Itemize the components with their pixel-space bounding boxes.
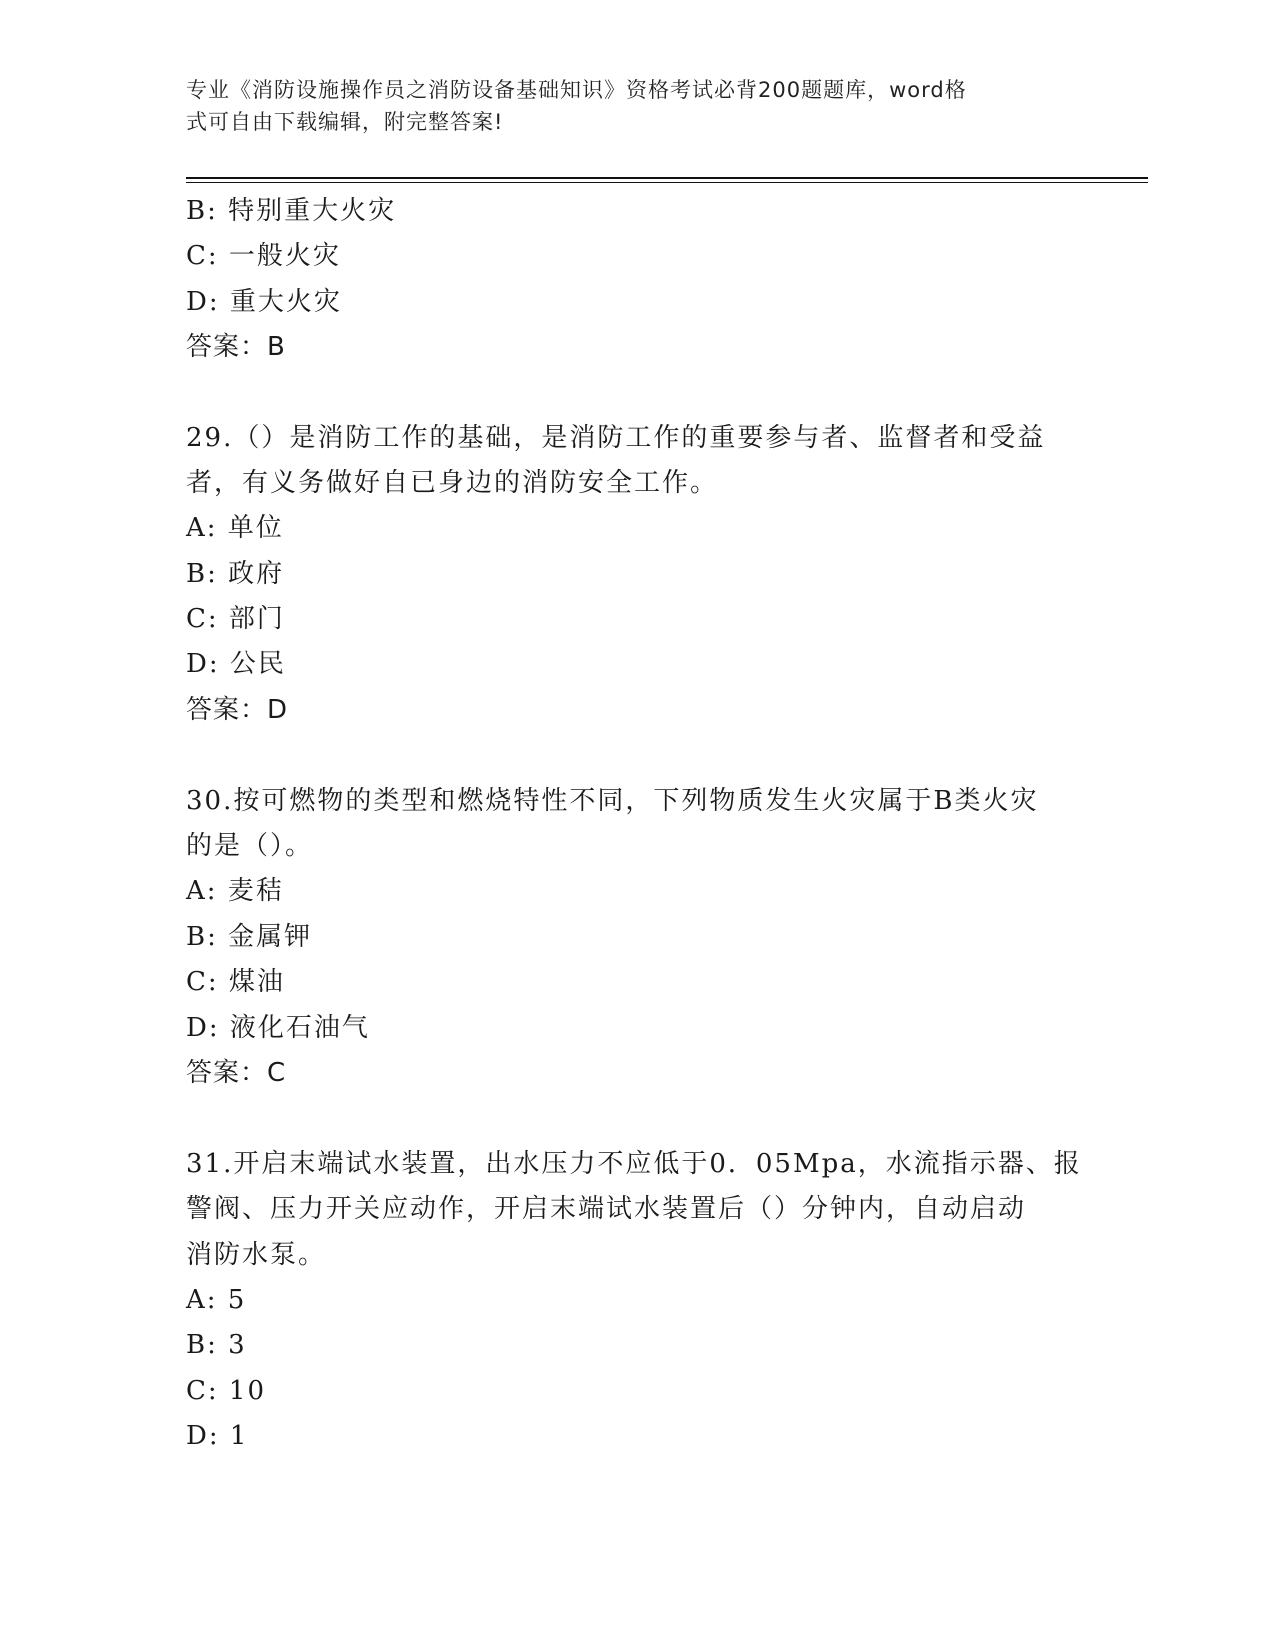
q29-option-d: D: 公民 <box>186 649 286 679</box>
q30-option-b: B: 金属钾 <box>186 922 313 952</box>
q31-stem-line-1: 31.开启末端试水装置，出水压力不应低于0．05Mpa，水流指示器、报 <box>186 1149 1082 1179</box>
q31-option-b: B: 3 <box>186 1330 247 1360</box>
q28-option-d: D: 重大火灾 <box>186 287 342 317</box>
header-line-1: 专业《消防设施操作员之消防设备基础知识》资格考试必背200题题库，word格 <box>186 78 967 102</box>
q28-answer: 答案：B <box>186 332 286 362</box>
q28-option-b: B: 特别重大火灾 <box>186 196 397 226</box>
q31-option-c: C: 10 <box>186 1376 267 1406</box>
header-divider-thin <box>186 182 1148 183</box>
header-divider-thick <box>186 177 1148 179</box>
q30-option-d: D: 液化石油气 <box>186 1013 370 1043</box>
q31-stem-line-3: 消防水泵。 <box>186 1240 327 1270</box>
q31-stem-line-2: 警阀、压力开关应动作，开启末端试水装置后（）分钟内，自动启动 <box>186 1194 1027 1224</box>
q31-option-d: D: 1 <box>186 1421 249 1451</box>
q30-stem-line-1: 30.按可燃物的类型和燃烧特性不同，下列物质发生火灾属于B类火灾 <box>186 786 1039 816</box>
q29-option-c: C: 部门 <box>186 604 285 634</box>
q31-option-a: A: 5 <box>186 1285 247 1315</box>
header-line-2: 式可自由下载编辑，附完整答案! <box>186 110 504 134</box>
q29-option-b: B: 政府 <box>186 559 285 589</box>
q30-option-c: C: 煤油 <box>186 967 285 997</box>
q30-stem-line-2: 的是（）。 <box>186 831 314 861</box>
q29-option-a: A: 单位 <box>186 513 284 543</box>
q29-stem-line-1: 29.（）是消防工作的基础，是消防工作的重要参与者、监督者和受益 <box>186 423 1046 453</box>
q30-answer: 答案：C <box>186 1058 287 1088</box>
q30-option-a: A: 麦秸 <box>186 876 284 906</box>
q29-answer: 答案：D <box>186 695 289 725</box>
q28-option-c: C: 一般火灾 <box>186 241 341 271</box>
q29-stem-line-2: 者，有义务做好自已身边的消防安全工作。 <box>186 468 719 498</box>
document-header <box>186 74 1066 138</box>
